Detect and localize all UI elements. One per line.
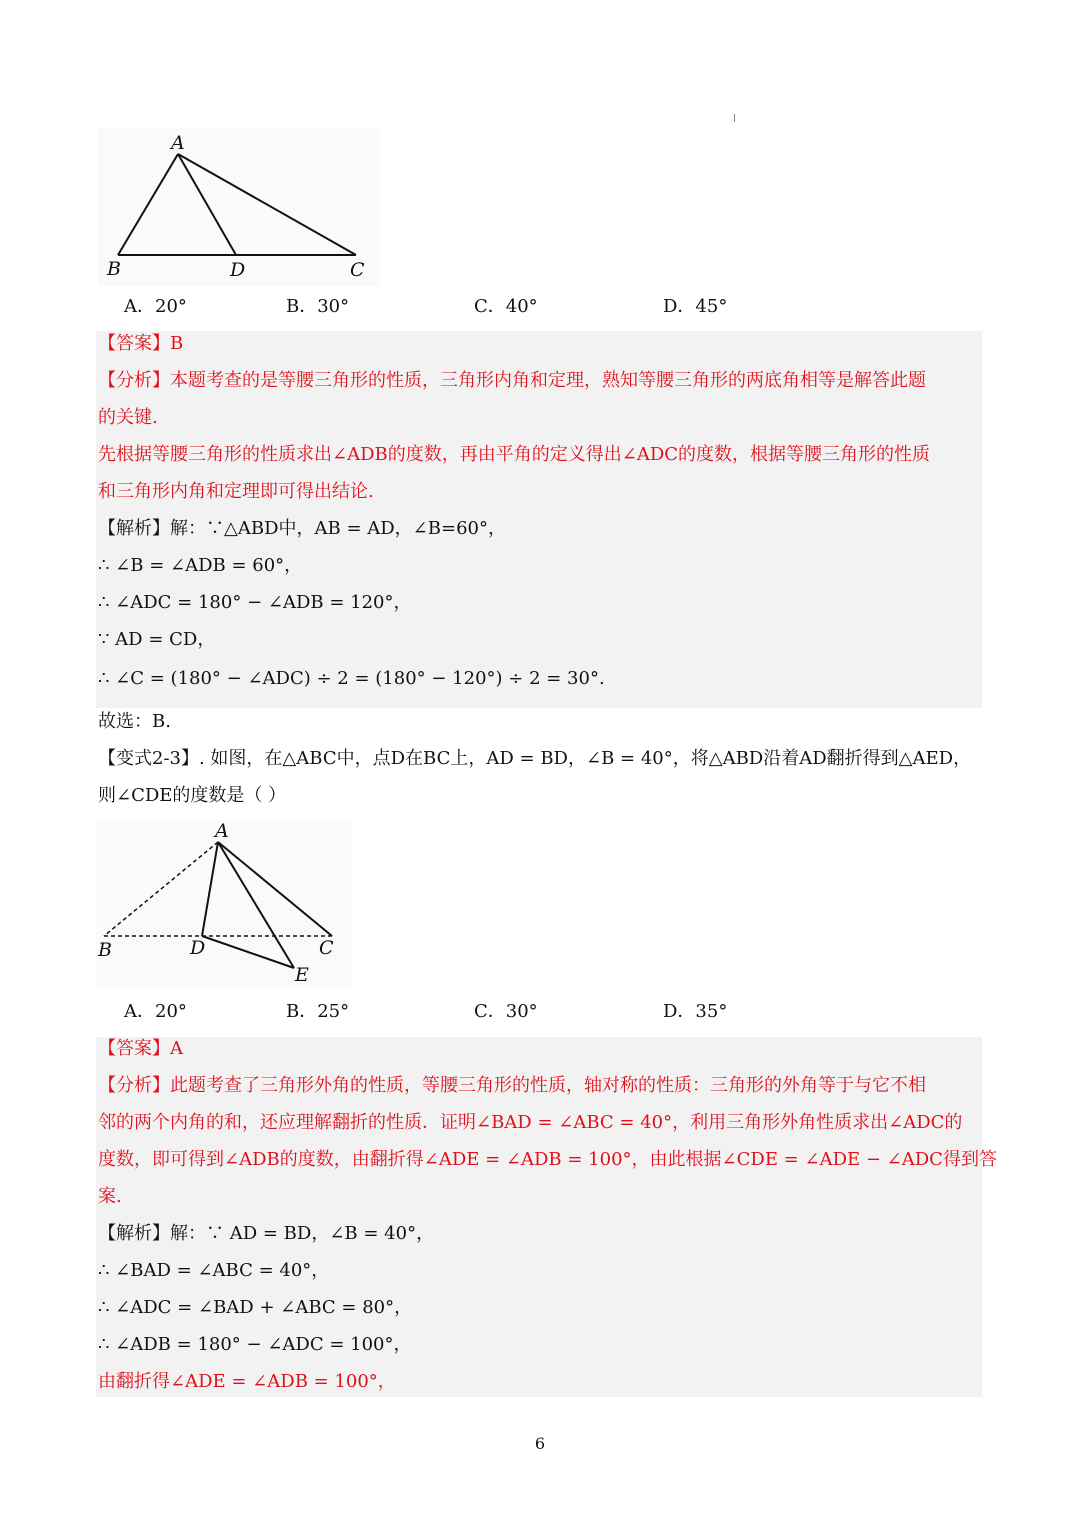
label-e: E (295, 964, 309, 986)
solution-2-line-5: 由翻折得∠ADE = ∠ADB = 100°， (98, 1371, 396, 1392)
option-b: B．25° (286, 1001, 350, 1022)
page-number: 6 (534, 1434, 546, 1453)
solution-1-line-5: ∴ ∠C = (180° − ∠ADC) ÷ 2 = (180° − 120°) ÷ 2 = 30°. (98, 668, 605, 689)
answer-1: 【答案】B (98, 333, 184, 354)
solution-2-line-1: 【解析】解：∵ AD = BD，∠B = 40°， (98, 1223, 435, 1244)
analysis-2-line-2: 邻的两个内角的和，还应理解翻折的性质．证明∠BAD = ∠ABC = 40°，利用三角形外角性质求出∠ADC的 (98, 1112, 963, 1133)
scan-mark (734, 114, 735, 122)
analysis-1-line-3: 先根据等腰三角形的性质求出∠ADB的度数，再由平角的定义得出∠ADC的度数，根据等腰三角形的性质 (98, 444, 931, 465)
segment-ac (178, 154, 356, 255)
question-2-line-2: 则∠CDE的度数是（ ） (98, 785, 287, 806)
fold-figure (96, 820, 352, 988)
solution-2-line-2: ∴ ∠BAD = ∠ABC = 40°， (98, 1260, 330, 1281)
figure-1 (98, 128, 380, 286)
analysis-1-line-1: 【分析】本题考查的是等腰三角形的性质，三角形内角和定理，熟知等腰三角形的两底角相等是解答此题 (98, 370, 926, 391)
segment-de (202, 936, 294, 968)
segment-ad (202, 842, 218, 936)
label-c: C (319, 937, 334, 959)
analysis-1-line-4: 和三角形内角和定理即可得出结论. (98, 481, 374, 502)
label-b: B (98, 939, 112, 961)
triangle-abc-figure (98, 128, 380, 286)
solution-1-line-2: ∴ ∠B = ∠ADB = 60°， (98, 555, 303, 576)
analysis-1-line-2: 的关键. (98, 407, 158, 428)
option-c: C．40° (474, 296, 538, 317)
solution-2-line-4: ∴ ∠ADB = 180° − ∠ADC = 100°， (98, 1334, 412, 1355)
label-c: C (350, 259, 365, 281)
answer-2: 【答案】A (98, 1038, 183, 1059)
option-d: D．35° (663, 1001, 728, 1022)
option-d: D．45° (663, 296, 728, 317)
question-2-line-1: 【变式2-3】. 如图，在△ABC中，点D在BC上，AD = BD，∠B = 40°，将△ABD沿着AD翻折得到△AED， (98, 748, 972, 769)
label-d: D (190, 937, 206, 959)
analysis-2-line-4: 案. (98, 1186, 122, 1207)
segment-ab-dashed (104, 842, 218, 936)
conclusion-1: 故选：B. (98, 711, 171, 732)
analysis-2-line-1: 【分析】此题考查了三角形外角的性质，等腰三角形的性质，轴对称的性质：三角形的外角等于与它不相 (98, 1075, 926, 1096)
option-c: C．30° (474, 1001, 538, 1022)
solution-1-line-3: ∴ ∠ADC = 180° − ∠ADB = 120°， (98, 592, 412, 613)
label-b: B (107, 258, 121, 280)
solution-2-line-3: ∴ ∠ADC = ∠BAD + ∠ABC = 80°， (98, 1297, 413, 1318)
label-d: D (230, 259, 246, 281)
segment-ab (118, 154, 178, 255)
option-a: A．20° (124, 296, 187, 317)
segment-ac (218, 842, 332, 936)
option-b: B．30° (286, 296, 350, 317)
analysis-2-line-3: 度数，即可得到∠ADB的度数，由翻折得∠ADE = ∠ADB = 100°，由此根据∠CDE = ∠ADE − ∠ADC得到答 (98, 1149, 997, 1170)
label-a: A (171, 132, 185, 154)
segment-ad (178, 154, 236, 255)
option-a: A．20° (124, 1001, 187, 1022)
solution-1-line-4: ∵ AD = CD， (98, 629, 216, 650)
solution-1-line-1: 【解析】解：∵△ABD中，AB = AD，∠B=60°， (98, 518, 506, 539)
label-a: A (215, 820, 229, 842)
figure-2 (96, 820, 352, 988)
segment-ae (218, 842, 294, 968)
